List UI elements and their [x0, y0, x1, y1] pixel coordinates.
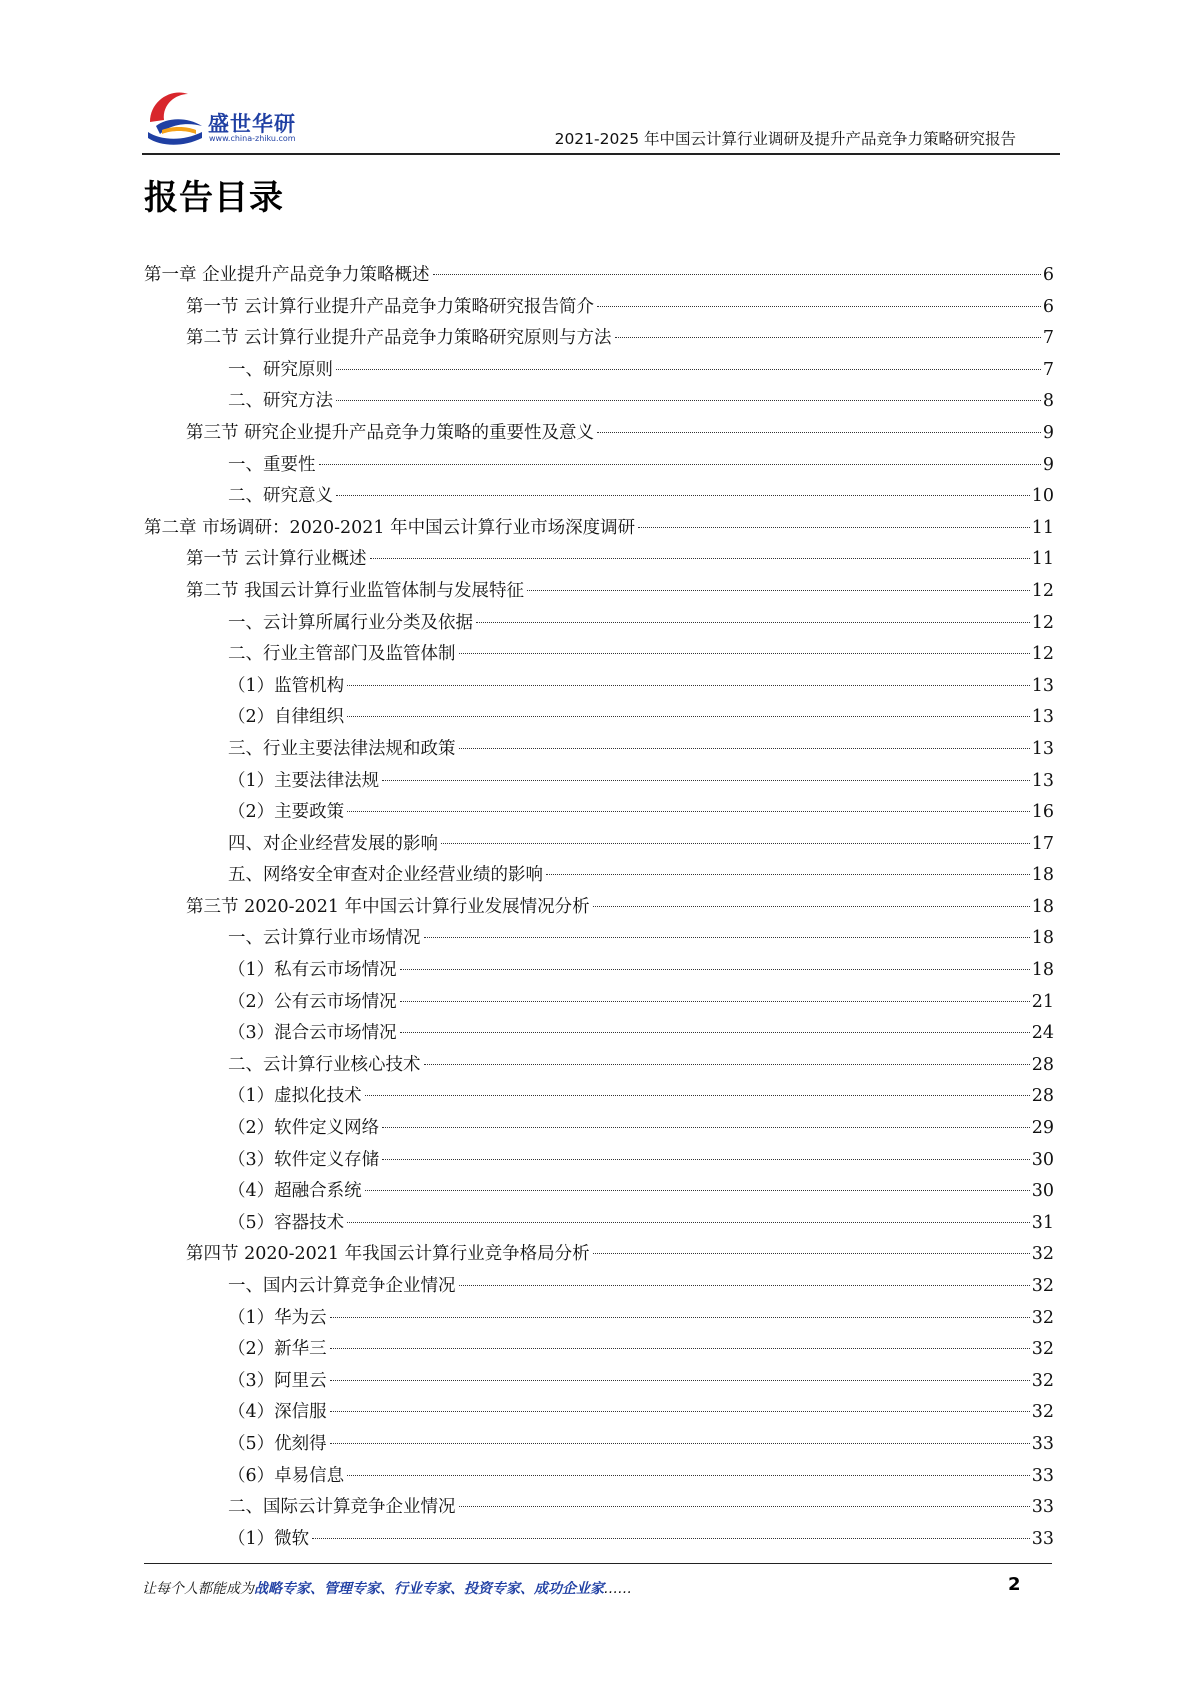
toc-entry-title: 第三节 研究企业提升产品竞争力策略的重要性及意义 [186, 422, 595, 443]
toc-dot-leader [433, 274, 1041, 275]
toc-dot-leader [400, 1001, 1030, 1002]
toc-entry-page: 21 [1031, 991, 1054, 1012]
toc-dot-leader [330, 1348, 1030, 1349]
toc-entry-page: 12 [1031, 612, 1054, 633]
toc-entry-title: （1）虚拟化技术 [228, 1086, 362, 1107]
toc-entry-page: 28 [1031, 1086, 1054, 1107]
toc-entry[interactable] [144, 1113, 1054, 1145]
toc-entry[interactable] [144, 734, 1054, 766]
page-number: 2 [1008, 1574, 1021, 1595]
footer-slogan-prefix: 让每个人都能成为 [142, 1581, 254, 1597]
toc-entry-title: 五、网络安全审查对企业经营业绩的影响 [228, 865, 543, 886]
toc-dot-leader [336, 400, 1041, 401]
toc-entry-page: 9 [1042, 454, 1054, 475]
toc-entry-title: 第一节 云计算行业提升产品竞争力策略研究报告简介 [186, 296, 595, 317]
toc-dot-leader [330, 1443, 1030, 1444]
toc-entry[interactable] [144, 481, 1054, 513]
toc-entry[interactable] [144, 1334, 1054, 1366]
toc-entry[interactable] [144, 292, 1054, 324]
toc-entry-page: 33 [1031, 1528, 1054, 1549]
toc-entry-title: （3）阿里云 [228, 1370, 327, 1391]
toc-entry-title: 第三节 2020-2021 年中国云计算行业发展情况分析 [186, 896, 590, 917]
toc-entry-title: （4）深信服 [228, 1402, 327, 1423]
company-logo [142, 82, 312, 152]
toc-entry[interactable] [144, 1176, 1054, 1208]
toc-dot-leader [593, 1253, 1030, 1254]
report-title: 2021-2025 年中国云计算行业调研及提升产品竞争力策略研究报告 [554, 130, 1016, 148]
header-divider [142, 153, 1060, 155]
toc-entry-title: 二、研究意义 [228, 486, 333, 507]
toc-dot-leader [459, 653, 1030, 654]
toc-entry[interactable] [144, 576, 1054, 608]
toc-entry-page: 32 [1031, 1276, 1054, 1296]
toc-entry-title: （1）主要法律法规 [228, 770, 380, 791]
toc-entry[interactable] [144, 386, 1054, 418]
logo-url: www.china-zhiku.com [209, 134, 296, 143]
toc-entry-page: 32 [1031, 1307, 1054, 1328]
toc-entry-title: （1）华为云 [228, 1307, 327, 1328]
footer-slogan-highlight: 战略专家、管理专家、行业专家、投资专家、成功企业家 [254, 1581, 604, 1597]
toc-entry[interactable] [144, 1271, 1054, 1303]
toc-entry[interactable] [144, 1461, 1054, 1493]
page-header [142, 82, 1062, 157]
toc-dot-leader [365, 1190, 1030, 1191]
toc-entry-title: 第二节 云计算行业提升产品竞争力策略研究原则与方法 [186, 328, 612, 349]
toc-dot-leader [441, 843, 1030, 844]
toc-dot-leader [382, 780, 1030, 781]
toc-entry-title: 一、重要性 [228, 454, 316, 475]
toc-entry-page: 12 [1031, 644, 1054, 665]
toc-dot-leader [546, 874, 1030, 875]
toc-entry-page: 33 [1031, 1433, 1054, 1454]
toc-entry-title: （3）软件定义存储 [228, 1149, 380, 1170]
toc-entry[interactable] [144, 450, 1054, 482]
toc-entry[interactable] [144, 797, 1054, 829]
toc-dot-leader [330, 1380, 1030, 1381]
toc-entry[interactable] [144, 1145, 1054, 1177]
toc-entry-title: 二、国际云计算竞争企业情况 [228, 1497, 456, 1518]
toc-entry-page: 8 [1042, 391, 1054, 412]
toc-entry-page: 18 [1031, 896, 1054, 917]
toc-dot-leader [336, 495, 1030, 496]
toc-entry[interactable] [144, 766, 1054, 798]
toc-dot-leader [597, 432, 1041, 433]
toc-entry-title: （2）公有云市场情况 [228, 991, 397, 1012]
toc-entry-title: （1）微软 [228, 1528, 310, 1549]
footer-slogan-suffix: …… [604, 1581, 632, 1597]
toc-entry-title: 第一章 企业提升产品竞争力策略概述 [144, 265, 430, 285]
toc-entry-page: 33 [1031, 1465, 1054, 1486]
toc-entry-title: （5）容器技术 [228, 1212, 345, 1233]
toc-entry[interactable] [144, 323, 1054, 355]
toc-entry-page: 32 [1031, 1339, 1054, 1360]
toc-entry[interactable] [144, 513, 1054, 545]
toc-entry-page: 13 [1031, 707, 1054, 728]
toc-entry-page: 32 [1031, 1370, 1054, 1391]
toc-entry-page: 30 [1031, 1149, 1054, 1170]
toc-entry[interactable] [144, 955, 1054, 987]
logo-text: 盛世华研 [208, 112, 296, 136]
toc-dot-leader [330, 1411, 1030, 1412]
toc-dot-leader [476, 622, 1030, 623]
toc-dot-leader [382, 1127, 1030, 1128]
toc-entry-page: 13 [1031, 675, 1054, 696]
toc-dot-leader [365, 1095, 1030, 1096]
toc-entry-page: 13 [1031, 770, 1054, 791]
toc-dot-leader [347, 1222, 1030, 1223]
toc-entry[interactable] [144, 1239, 1054, 1271]
toc-entry[interactable] [144, 418, 1054, 450]
toc-entry-page: 6 [1042, 265, 1054, 285]
toc-dot-leader [330, 1317, 1030, 1318]
footer-divider [144, 1563, 1052, 1564]
toc-entry[interactable] [144, 1429, 1054, 1461]
toc-entry-page: 9 [1042, 422, 1054, 443]
toc-entry-title: 第四节 2020-2021 年我国云计算行业竞争格局分析 [186, 1244, 590, 1265]
toc-entry-title: 第二章 市场调研：2020-2021 年中国云计算行业市场深度调研 [144, 517, 636, 538]
toc-entry-title: 四、对企业经营发展的影响 [228, 833, 438, 854]
toc-entry-title: （5）优刻得 [228, 1433, 327, 1454]
toc-dot-leader [459, 748, 1030, 749]
toc-entry-page: 29 [1031, 1118, 1054, 1139]
toc-entry[interactable] [144, 355, 1054, 387]
toc-entry[interactable] [144, 544, 1054, 576]
toc-dot-leader [347, 811, 1030, 812]
toc-entry-page: 16 [1031, 802, 1054, 823]
toc-dot-leader [459, 1506, 1030, 1507]
toc-entry-page: 33 [1031, 1497, 1054, 1518]
toc-entry-page: 6 [1042, 296, 1054, 317]
toc-dot-leader [347, 685, 1030, 686]
toc-entry[interactable] [144, 1050, 1054, 1082]
toc-dot-leader [459, 1285, 1030, 1286]
toc-entry-title: 第二节 我国云计算行业监管体制与发展特征 [186, 580, 525, 601]
toc-dot-leader [319, 464, 1041, 465]
toc-entry-title: （2）新华三 [228, 1339, 327, 1360]
toc-dot-leader [370, 558, 1030, 559]
toc-entry-title: 三、行业主要法律法规和政策 [228, 738, 456, 759]
toc-entry-title: 一、国内云计算竞争企业情况 [228, 1276, 456, 1296]
toc-entry[interactable] [144, 1018, 1054, 1050]
toc-entry-title: （4）超融合系统 [228, 1181, 362, 1202]
toc-entry-title: （1）私有云市场情况 [228, 960, 397, 981]
toc-entry-title: （6）卓易信息 [228, 1465, 345, 1486]
toc-entry[interactable] [144, 1081, 1054, 1113]
toc-entry-page: 32 [1031, 1244, 1054, 1265]
toc-dot-leader [424, 937, 1030, 938]
toc-entry-title: 第一节 云计算行业概述 [186, 549, 367, 570]
toc-entry-page: 12 [1031, 580, 1054, 601]
toc-dot-leader [400, 1032, 1030, 1033]
toc-entry-page: 17 [1031, 833, 1054, 854]
toc-entry[interactable] [144, 608, 1054, 640]
toc-entry-page: 11 [1031, 517, 1054, 538]
toc-dot-leader [597, 306, 1041, 307]
logo-emblem-icon [142, 82, 208, 152]
toc-dot-leader [638, 527, 1030, 528]
toc-entry-page: 28 [1031, 1054, 1054, 1075]
toc-entry-page: 18 [1031, 960, 1054, 981]
toc-entry[interactable] [144, 923, 1054, 955]
toc-dot-leader [615, 337, 1041, 338]
toc-entry-title: 一、云计算行业市场情况 [228, 928, 421, 949]
toc-entry-page: 18 [1031, 865, 1054, 886]
toc-entry-page: 24 [1031, 1023, 1054, 1044]
toc-entry[interactable] [144, 892, 1054, 924]
toc-entry[interactable] [144, 1397, 1054, 1429]
toc-entry-page: 31 [1031, 1212, 1054, 1233]
toc-dot-leader [347, 716, 1030, 717]
toc-entry-title: 一、研究原则 [228, 359, 333, 380]
toc-entry[interactable] [144, 1208, 1054, 1240]
toc-entry-page: 13 [1031, 738, 1054, 759]
toc-dot-leader [400, 969, 1030, 970]
toc-dot-leader [593, 906, 1030, 907]
toc-dot-leader [336, 369, 1041, 370]
toc-entry-page: 30 [1031, 1181, 1054, 1202]
toc-entry[interactable] [144, 1303, 1054, 1335]
toc-entry[interactable] [144, 1366, 1054, 1398]
toc-entry[interactable] [144, 260, 1054, 292]
table-of-contents [144, 260, 1054, 1555]
toc-dot-leader [347, 1475, 1030, 1476]
toc-entry-title: （1）监管机构 [228, 675, 345, 696]
toc-entry-page: 18 [1031, 928, 1054, 949]
toc-entry-page: 7 [1042, 359, 1054, 380]
toc-entry[interactable] [144, 987, 1054, 1019]
toc-entry-title: 二、研究方法 [228, 391, 333, 412]
toc-dot-leader [424, 1064, 1030, 1065]
toc-entry-page: 32 [1031, 1402, 1054, 1423]
toc-entry[interactable] [144, 860, 1054, 892]
toc-entry-title: 一、云计算所属行业分类及依据 [228, 612, 473, 633]
page-title: 报告目录 [144, 178, 284, 218]
footer-slogan [142, 1578, 632, 1598]
toc-entry[interactable] [144, 671, 1054, 703]
toc-entry-title: （2）自律组织 [228, 707, 345, 728]
toc-entry-page: 11 [1031, 549, 1054, 570]
toc-entry[interactable] [144, 702, 1054, 734]
toc-entry-title: （2）主要政策 [228, 802, 345, 823]
toc-dot-leader [312, 1538, 1030, 1539]
toc-entry-title: （3）混合云市场情况 [228, 1023, 397, 1044]
toc-dot-leader [382, 1159, 1030, 1160]
toc-entry[interactable] [144, 1492, 1054, 1524]
toc-dot-leader [527, 590, 1030, 591]
toc-entry-page: 7 [1042, 328, 1054, 349]
toc-entry[interactable] [144, 829, 1054, 861]
toc-entry-title: 二、行业主管部门及监管体制 [228, 644, 456, 665]
toc-entry-title: （2）软件定义网络 [228, 1118, 380, 1139]
toc-entry[interactable] [144, 639, 1054, 671]
toc-entry[interactable] [144, 1524, 1054, 1556]
toc-entry-title: 二、云计算行业核心技术 [228, 1054, 421, 1075]
toc-entry-page: 10 [1031, 486, 1054, 507]
